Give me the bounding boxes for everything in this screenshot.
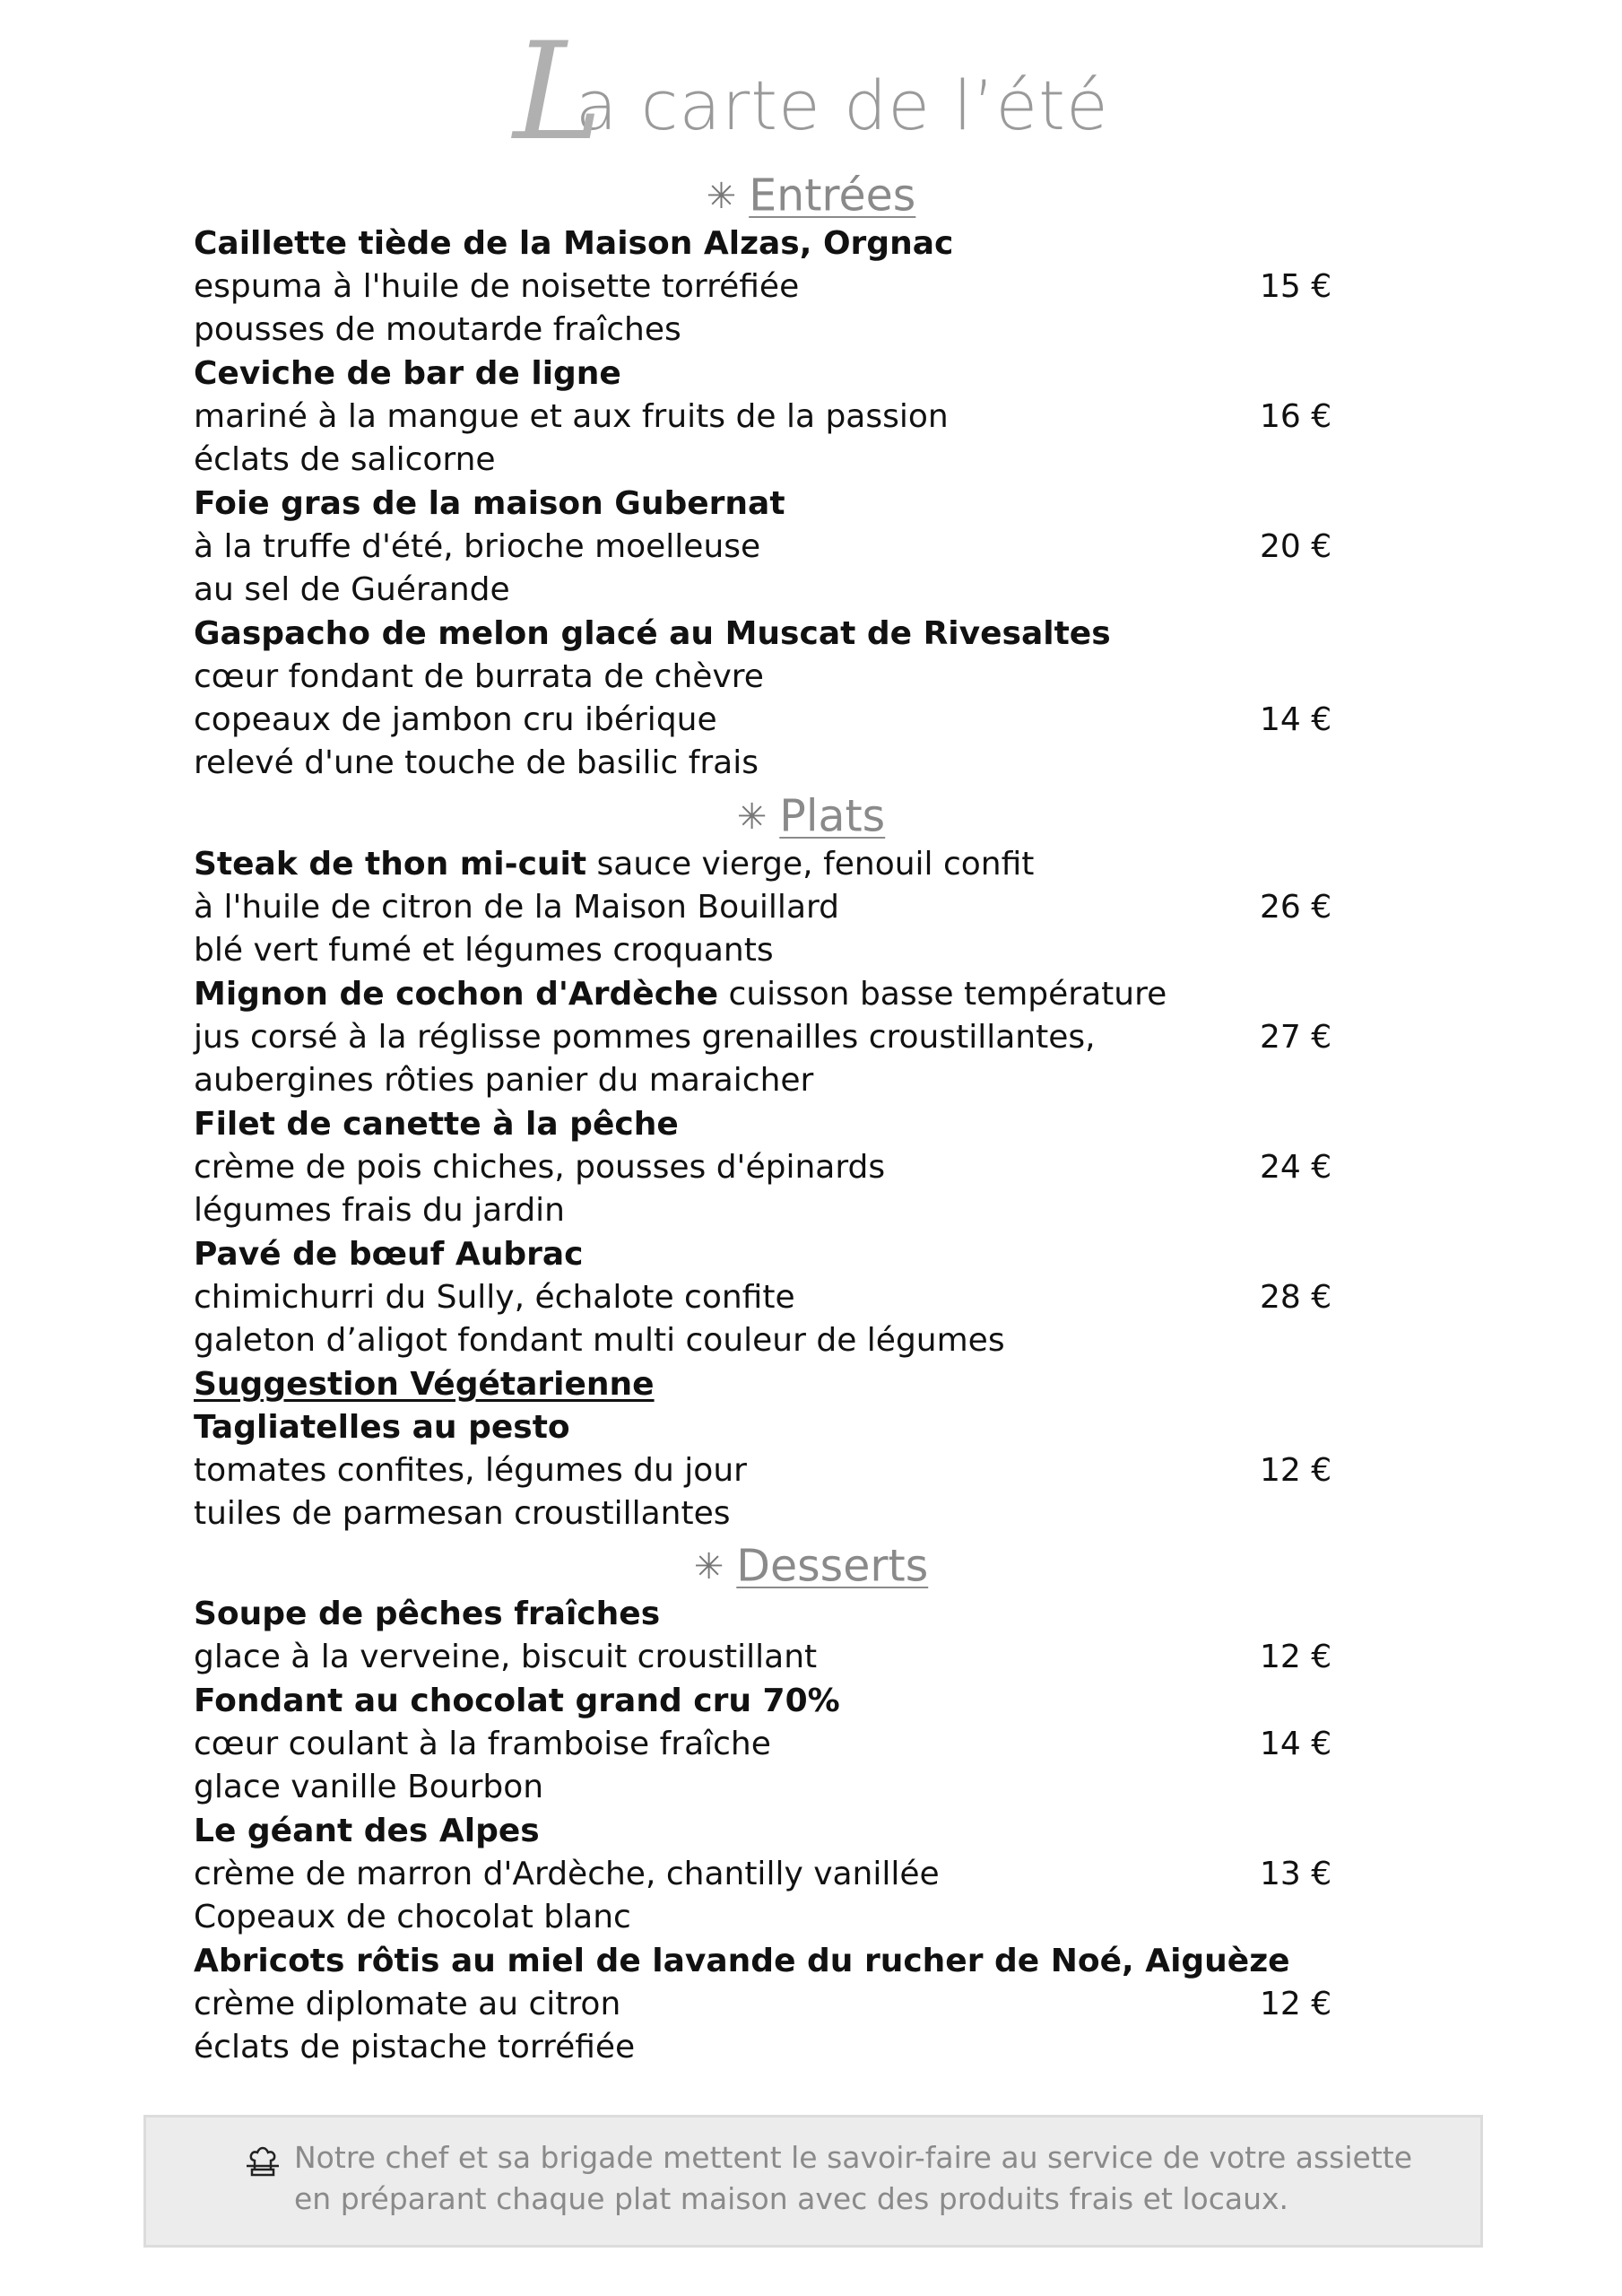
dish-name: Pavé de bœuf Aubrac bbox=[194, 1236, 584, 1273]
dish-description: blé vert fumé et légumes croquants bbox=[194, 932, 774, 969]
dish-name: Fondant au chocolat grand cru 70% bbox=[194, 1683, 840, 1719]
dish-price: 12 € bbox=[1260, 1639, 1332, 1675]
dish-description: galeton d’aligot fondant multi couleur de légumes bbox=[194, 1322, 1005, 1359]
dish-name: Filet de canette à la pêche bbox=[194, 1106, 679, 1143]
chef-toque-icon bbox=[245, 2144, 281, 2180]
dish-price: 14 € bbox=[1260, 1726, 1332, 1762]
dish-name: Le géant des Alpes bbox=[194, 1813, 540, 1849]
dish-description: glace vanille Bourbon bbox=[194, 1769, 544, 1805]
dish-description: chimichurri du Sully, échalote confite bbox=[194, 1279, 795, 1316]
dish-name: Tagliatelles au pesto bbox=[194, 1409, 570, 1446]
dish-description: aubergines rôties panier du maraicher bbox=[194, 1062, 814, 1099]
dish-price: 26 € bbox=[1260, 889, 1332, 926]
dish-description: au sel de Guérande bbox=[194, 571, 510, 608]
dish-name: Ceviche de bar de ligne bbox=[194, 355, 621, 392]
vegetarian-heading: Suggestion Végétarienne bbox=[194, 1366, 655, 1403]
dish-description: à l'huile de citron de la Maison Bouillard bbox=[194, 889, 840, 926]
sparkle-icon: ✳ bbox=[736, 796, 768, 838]
dish-name: Gaspacho de melon glacé au Muscat de Rivesaltes bbox=[194, 615, 1111, 652]
menu-title bbox=[0, 14, 1622, 170]
dish-name: Abricots rôtis au miel de lavande du rucher de Noé, Aiguèze bbox=[194, 1943, 1290, 1979]
dish-description: Copeaux de chocolat blanc bbox=[194, 1899, 631, 1935]
dish-name: Mignon de cochon d'Ardèche cuisson basse température bbox=[194, 976, 1167, 1013]
section-heading-desserts: ✳ Desserts bbox=[693, 1540, 929, 1592]
chef-note-line: Notre chef et sa brigade mettent le savoir-faire au service de votre assiette bbox=[294, 2140, 1413, 2175]
title-initial: L bbox=[513, 14, 603, 170]
title-text: a carte de l’été bbox=[575, 65, 1109, 145]
dish-description: relevé d'une touche de basilic frais bbox=[194, 744, 759, 781]
sparkle-icon: ✳ bbox=[706, 175, 737, 217]
dish-description: tomates confites, légumes du jour bbox=[194, 1452, 747, 1489]
sparkle-icon: ✳ bbox=[693, 1545, 724, 1587]
dish-description: crème diplomate au citron bbox=[194, 1986, 621, 2022]
dish-price: 27 € bbox=[1260, 1019, 1332, 1056]
dish-price: 20 € bbox=[1260, 528, 1332, 565]
section-heading-entrees: ✳ Entrées bbox=[706, 170, 916, 222]
dish-price: 14 € bbox=[1260, 701, 1332, 738]
dish-description: crème de pois chiches, pousses d'épinards bbox=[194, 1149, 886, 1186]
dish-name: Caillette tiède de la Maison Alzas, Orgnac bbox=[194, 225, 954, 262]
dish-price: 16 € bbox=[1260, 398, 1332, 435]
dish-description: cœur coulant à la framboise fraîche bbox=[194, 1726, 771, 1762]
dish-description: tuiles de parmesan croustillantes bbox=[194, 1495, 731, 1532]
dish-description: espuma à l'huile de noisette torréfiée bbox=[194, 268, 800, 305]
dish-description: légumes frais du jardin bbox=[194, 1192, 565, 1229]
dish-description: crème de marron d'Ardèche, chantilly vanillée bbox=[194, 1856, 940, 1892]
dish-description: pousses de moutarde fraîches bbox=[194, 311, 681, 348]
dish-description: copeaux de jambon cru ibérique bbox=[194, 701, 717, 738]
chef-note-box bbox=[143, 2115, 1483, 2248]
dish-price: 12 € bbox=[1260, 1986, 1332, 2022]
dish-description: éclats de salicorne bbox=[194, 441, 496, 478]
dish-name: Steak de thon mi-cuit sauce vierge, fenouil confit bbox=[194, 846, 1035, 883]
dish-name: Foie gras de la maison Gubernat bbox=[194, 485, 785, 522]
dish-description: éclats de pistache torréfiée bbox=[194, 2029, 636, 2066]
dish-description: glace à la verveine, biscuit croustillant bbox=[194, 1639, 818, 1675]
dish-description: à la truffe d'été, brioche moelleuse bbox=[194, 528, 761, 565]
dish-price: 12 € bbox=[1260, 1452, 1332, 1489]
dish-price: 28 € bbox=[1260, 1279, 1332, 1316]
dish-description: jus corsé à la réglisse pommes grenailles croustillantes, bbox=[194, 1019, 1096, 1056]
section-heading-plats: ✳ Plats bbox=[736, 790, 886, 842]
dish-name: Soupe de pêches fraîches bbox=[194, 1596, 661, 1632]
dish-description: cœur fondant de burrata de chèvre bbox=[194, 658, 764, 695]
dish-price: 15 € bbox=[1260, 268, 1332, 305]
chef-note-line: en préparant chaque plat maison avec des produits frais et locaux. bbox=[294, 2181, 1289, 2216]
dish-price: 24 € bbox=[1260, 1149, 1332, 1186]
dish-price: 13 € bbox=[1260, 1856, 1332, 1892]
dish-description: mariné à la mangue et aux fruits de la passion bbox=[194, 398, 949, 435]
